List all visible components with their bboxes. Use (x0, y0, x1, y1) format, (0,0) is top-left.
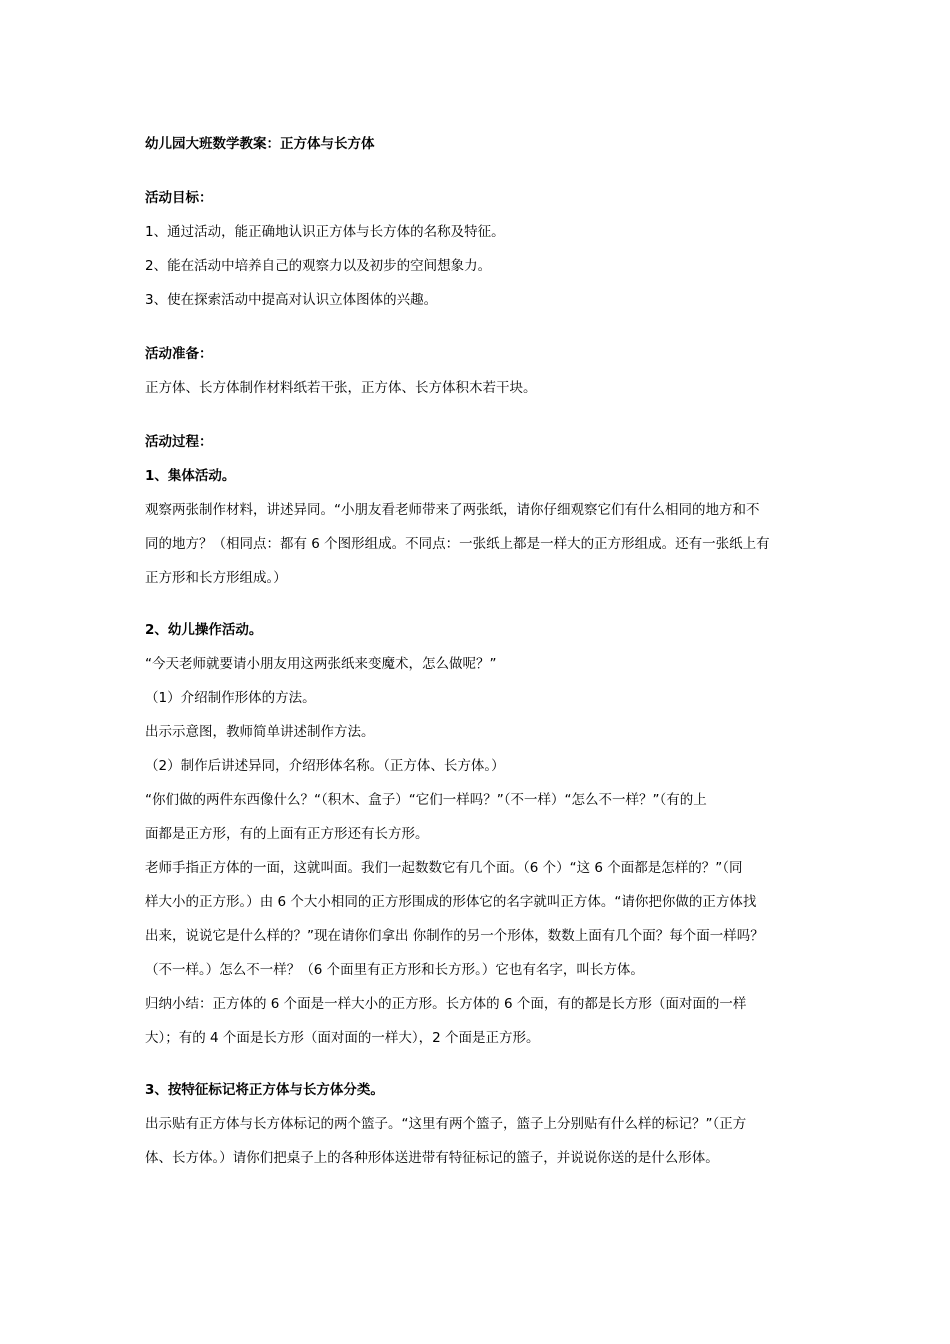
goal-item-3: 3、使在探索活动中提高对认识立体图体的兴趣。 (145, 292, 438, 308)
step2-line: 归纳小结：正方体的 6 个面是一样大小的正方形。长方体的 6 个面，有的都是长方形（面对面的一样 (145, 996, 747, 1012)
spacer (145, 1055, 810, 1073)
step2-line: 老师手指正方体的一面，这就叫面。我们一起数数它有几个面。（6 个）“这 6 个面都是怎样的？”（同 (145, 860, 743, 876)
step2-heading: 2、幼儿操作活动。 (145, 622, 263, 638)
document-page (145, 127, 810, 1175)
prep-text: 正方体、长方体制作材料纸若干张，正方体、长方体积木若干块。 (145, 380, 537, 396)
step2-line: 出来，说说它是什么样的？”现在请你们拿出 你制作的另一个形体，数数上面有几个面？每个面一样吗？ (145, 928, 764, 944)
step2-line: 样大小的正方形。）由 6 个大小相同的正方形围成的形体它的名字就叫正方体。“请你把你做的正方体找 (145, 894, 757, 910)
step1-line: 正方形和长方形组成。） (145, 570, 287, 586)
goal-item-1: 1、通过活动，能正确地认识正方体与长方体的名称及特征。 (145, 224, 505, 240)
step2-line: （2）制作后讲述异同，介绍形体名称。（正方体、长方体。） (145, 758, 505, 774)
spacer (145, 317, 810, 337)
step2-line: 面都是正方形，有的上面有正方形还有长方形。 (145, 826, 429, 842)
goals-heading: 活动目标： (145, 190, 213, 206)
prep-heading: 活动准备： (145, 346, 213, 362)
step1-heading: 1、集体活动。 (145, 468, 236, 484)
step2-line: “你们做的两件东西像什么？“（积木、盒子）“它们一样吗？”（不一样）“怎么不一样？”（有的上 (145, 792, 707, 808)
step2-line: “今天老师就要请小朋友用这两张纸来变魔术，怎么做呢？” (145, 656, 497, 672)
process-heading: 活动过程： (145, 434, 213, 450)
step2-line: （不一样。）怎么不一样？（6 个面里有正方形和长方形。）它也有名字，叫长方体。 (145, 962, 644, 978)
step3-line: 体、长方体。）请你们把桌子上的各种形体送进带有特征标记的篮子，并说说你送的是什么形体。 (145, 1150, 719, 1166)
spacer (145, 161, 810, 181)
goal-item-2: 2、能在活动中培养自己的观察力以及初步的空间想象力。 (145, 258, 492, 274)
step3-line: 出示贴有正方体与长方体标记的两个篮子。“这里有两个篮子，篮子上分别贴有什么样的标记？”（正方 (145, 1116, 747, 1132)
step2-line: 出示示意图，教师简单讲述制作方法。 (145, 724, 375, 740)
step1-line: 观察两张制作材料，讲述异同。“小朋友看老师带来了两张纸，请你仔细观察它们有什么相同的地方和不 (145, 502, 760, 518)
step2-line: 大）；有的 4 个面是长方形（面对面的一样大），2 个面是正方形。 (145, 1030, 540, 1046)
step2-line: （1）介绍制作形体的方法。 (145, 690, 316, 706)
spacer (145, 595, 810, 613)
step3-heading: 3、按特征标记将正方体与长方体分类。 (145, 1082, 384, 1098)
step1-line: 同的地方？（相同点：都有 6 个图形组成。不同点：一张纸上都是一样大的正方形组成。还有一张纸上有 (145, 536, 770, 552)
document-title: 幼儿园大班数学教案：正方体与长方体 (145, 136, 375, 152)
spacer (145, 405, 810, 425)
